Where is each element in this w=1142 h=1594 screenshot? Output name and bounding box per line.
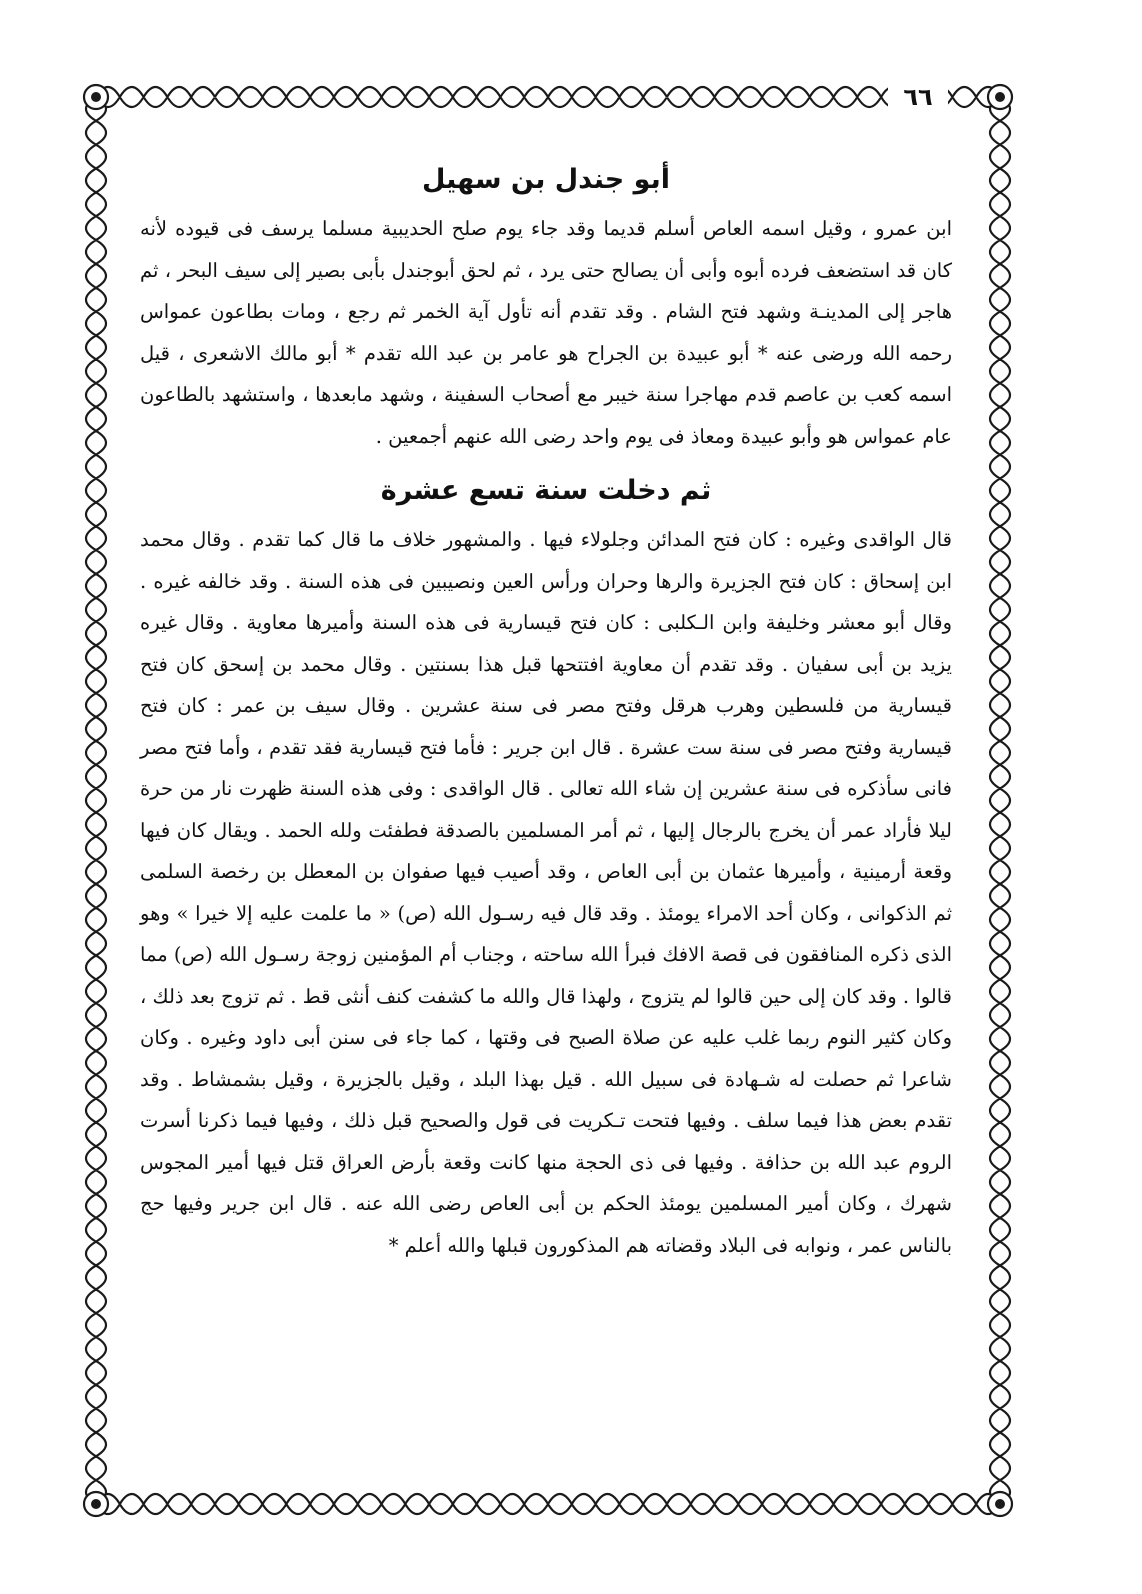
section-heading-year-19: ثم دخلت سنة تسع عشرة [380,475,712,506]
page-number: ٦٦ [888,82,948,112]
page-content [140,160,952,1460]
section-body-year-19: قال الواقدى وغيره : كان فتح المدائن وجلولاء فيها . والمشهور خلاف ما قال كما تقدم . وقال محمد ابن إسحاق : كان فتح الجزيرة والرها وحران ورأس العين ونصيبين فى هذه السنة . وقد خالفه غيره . وقال أبو معشر وخليفة وابن الـكلبى : كان فتح قيسارية فى هذه السنة وأميرها معاوية . وقال غيره يزيد بن أبى سفيان . وقد تقدم أن معاوية افتتحها قبل هذا بسنتين . وقال محمد بن إسحق كان فتح قيسارية من فلسطين وهرب هرقل وفتح مصر فى سنة عشرين . وقال سيف بن عمر : كان فتح قيسارية وفتح مصر فى سنة ست عشرة . قال ابن جرير : فأما فتح قيسارية فقد تقدم ، وأما فتح مصر فانى سأذكره فى سنة عشرين إن شاء الله تعالى . قال الواقدى : وفى هذه السنة ظهرت نار من حرة ليلا فأراد عمر أن يخرج بالرجال إليها ، ثم أمر المسلمين بالصدقة فطفئت ولله الحمد . ويقال كان فيها وقعة أرمينية ، وأميرها عثمان بن أبى العاص ، وقد أصيب فيها صفوان بن المعطل بن رخصة السلمى ثم الذكوانى ، وكان أحد الامراء يومئذ . وقد قال فيه رسـول الله (ص) « ما علمت عليه إلا خيرا » وهو الذى ذكره المنافقون فى قصة الافك فبرأ الله ساحته ، وجناب أم المؤمنين زوجة رسـول الله (ص) مما قالوا . وقد كان إلى حين قالوا لم يتزوج ، ولهذا قال والله ما كشفت كنف أنثى قط . ثم تزوج بعد ذلك ، وكان كثير النوم ربما غلب عليه عن صلاة الصبح فى وقتها ، كما جاء فى سنن أبى داود وغيره . وكان شاعرا ثم حصلت له شـهادة فى سبيل الله . قيل بهذا البلد ، وقيل بالجزيرة ، وقيل بشمشاط . وقد تقدم بعض هذا فيما سلف . وفيها فتحت تـكريت فى قول والصحيح قبل ذلك ، وفيها فيما ذكرنا أسرت الروم عبد الله بن حذافة . وفيها فى ذى الحجة منها كانت وقعة بأرض العراق قتل فيها أمير المجوس شهرك ، وكان أمير المسلمين يومئذ الحكم بن أبى العاص رضى الله عنه . قال ابن جرير وفيها حج بالناس عمر ، ونوابه فى البلاد وقضاته هم المذكورون قبلها والله أعلم * [140,528,952,1257]
section-body-abu-jandal: ابن عمرو ، وقيل اسمه العاص أسلم قديما وقد جاء يوم صلح الحديبية مسلما يرسف فى قيوده لأنه كان قد استضعف فرده أبوه وأبى أن يصالح حتى يرد ، ثم لحق أبوجندل بأبى بصير إلى سيف البحر ، ثم هاجر إلى المدينـة وشهد فتح الشام . وقد تقدم أنه تأول آية الخمر ثم رجع ، ومات بطاعون عمواس رحمه الله ورضى عنه * أبو عبيدة بن الجراح هو عامر بن عبد الله تقدم * أبو مالك الاشعرى ، قيل اسمه كعب بن عاصم قدم مهاجرا سنة خيبر مع أصحاب السفينة ، وشهد مابعدها ، واستشهد بالطاعون عام عمواس هو وأبو عبيدة ومعاذ فى يوم واحد رضى الله عنهم أجمعين . [140,217,952,448]
border-corner-dot [995,1499,1005,1509]
border-corner-dot [91,1499,101,1509]
border-corner-dot [91,92,101,102]
section-heading-abu-jandal: أبو جندل بن سهيل [422,164,670,195]
border-corner-dot [995,92,1005,102]
